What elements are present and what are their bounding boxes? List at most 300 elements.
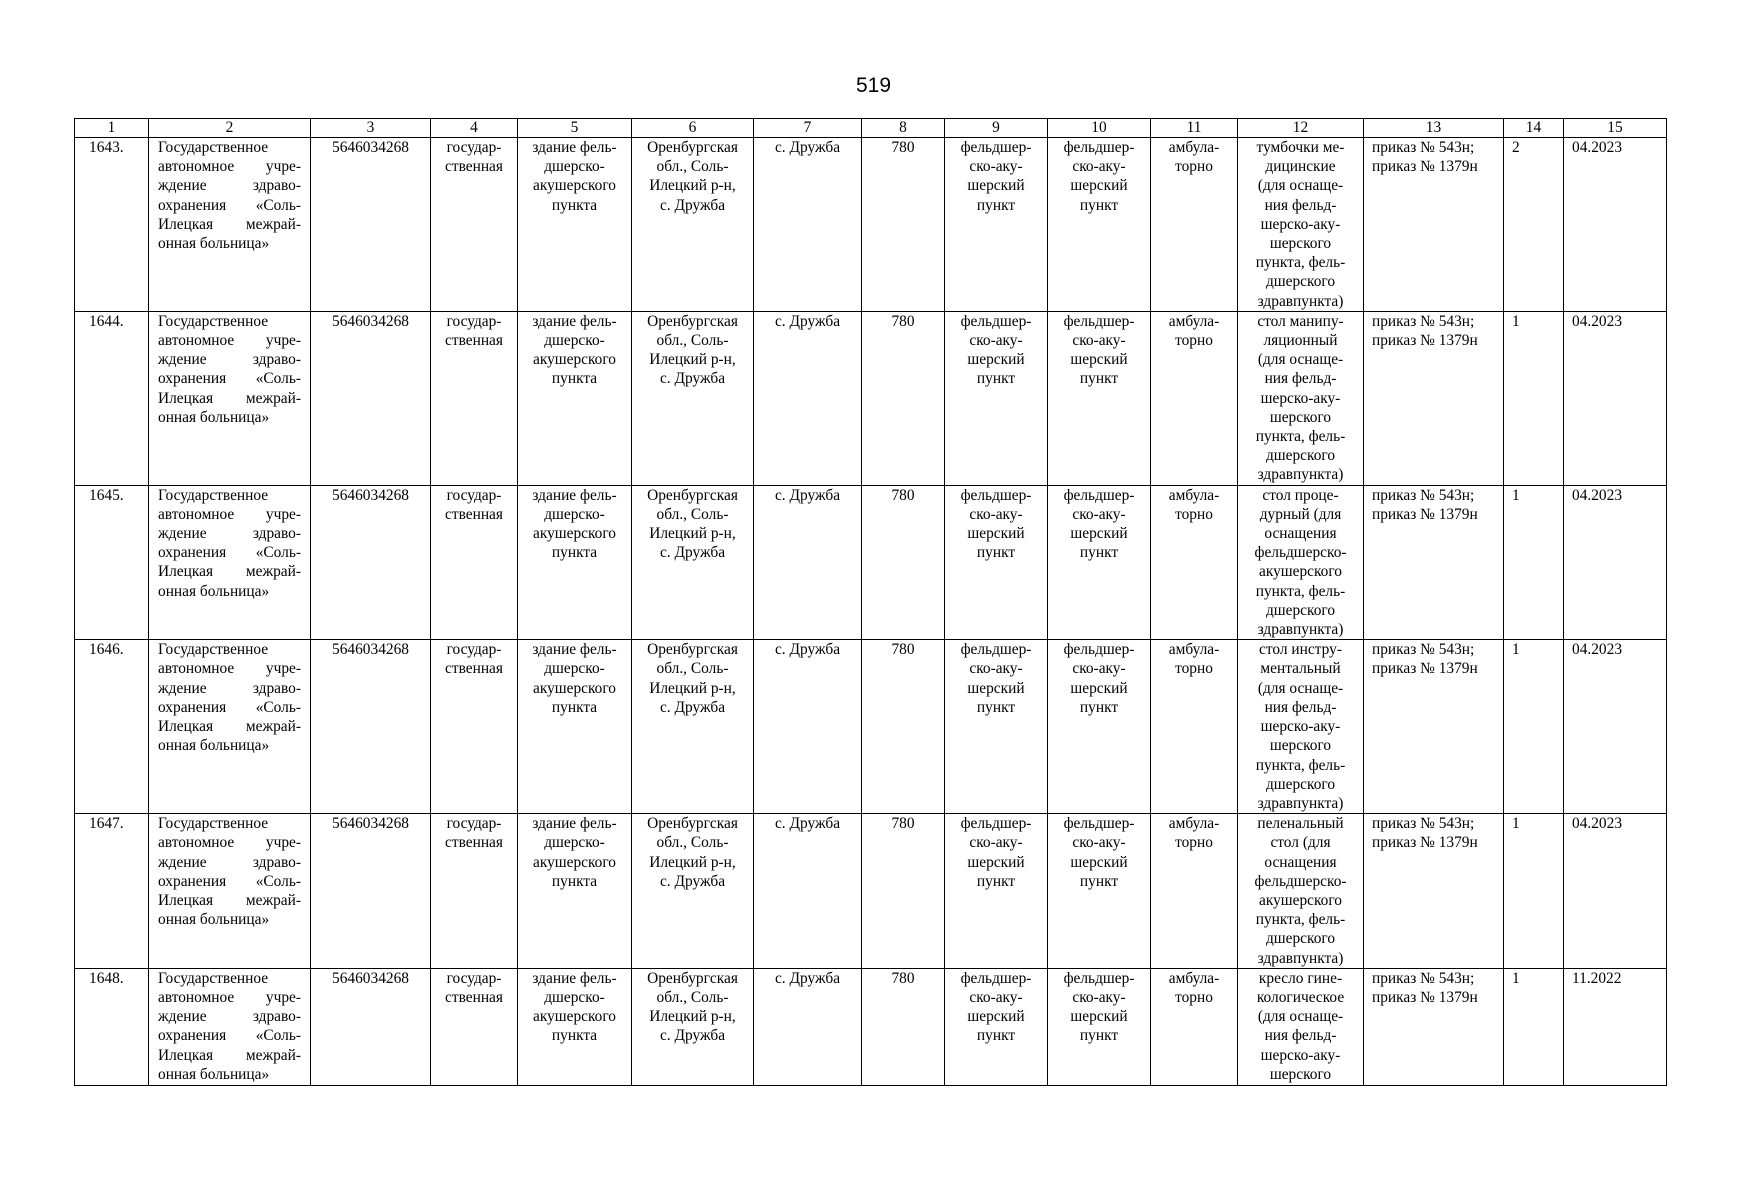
cell-line: здание фель- [532,969,617,987]
cell-line: шерский [1070,351,1128,369]
cell-text: 1 [1512,641,1520,659]
cell-line: ния фельд- [1264,1027,1337,1045]
cell-line: государ- [446,969,502,987]
cell-text: 1648. [89,969,124,987]
cell-text: с. Дружба [774,312,841,330]
cell-line: фельдшер- [1063,641,1135,659]
cell-line: шерский [967,177,1025,195]
cell-line: дшерско- [544,158,605,176]
locality-cell [754,968,862,1085]
cell-line: амбула- [1168,139,1220,156]
cell-line: фельдшер- [1063,486,1135,504]
cell-line: Оренбургская [647,312,738,330]
cell-line: (для оснаще- [1257,351,1344,369]
cell-line: дшерско- [544,332,605,350]
unit-type-cell [945,485,1048,640]
cell-line: фельдшер- [1063,312,1135,330]
cell-line: пункта [551,370,598,388]
cell-line: ственная [445,158,503,176]
cell-line: Илецкая межрай- [158,718,301,736]
cell-line: торно [1175,332,1213,350]
cell-text: 1 [1512,969,1520,987]
cell-line: амбула- [1168,969,1220,987]
unit-name-cell [1048,485,1151,640]
inn-cell [311,311,431,485]
cell-line: здание фель- [532,139,617,156]
cell-line: пункта, фель- [1255,756,1346,774]
column-number: 8 [862,119,945,138]
equipment-cell [1238,814,1364,969]
cell-line: с. Дружба [659,1027,726,1045]
row-number-cell [75,640,149,814]
cell-line: дшерско- [544,834,605,852]
cell-line: онная больница» [158,1065,270,1083]
row-number-cell [75,968,149,1085]
cell-line: Илецкий р-н, [649,853,736,871]
cell-line: онная больница» [158,582,270,600]
cell-line: пункт [1079,370,1119,388]
building-cell [518,138,632,312]
care-form-cell [1151,311,1238,485]
organization-cell [149,485,311,640]
cell-line: ляционный [1263,332,1338,350]
cell-line: ждение здраво- [158,1008,301,1026]
cell-line: пункт [1079,196,1119,214]
cell-line: фельдшерско- [1254,544,1347,562]
cell-line: онная больница» [158,235,270,253]
cell-line: фельдшер- [960,641,1032,659]
care-form-cell [1151,814,1238,969]
row-number-cell [75,485,149,640]
cell-line: Илецкая межрай- [158,389,301,407]
cell-line: акушерского [1258,563,1342,581]
cell-line: Оренбургская [647,969,738,987]
cell-line: пункт [1079,698,1119,716]
cell-line: Государственное [158,139,269,156]
code-cell [862,311,945,485]
inn-cell [311,138,431,312]
cell-line: дшерского [1265,273,1336,291]
row-number-cell [75,311,149,485]
unit-type-cell [945,311,1048,485]
row-number-cell [75,814,149,969]
column-number: 14 [1504,119,1564,138]
column-number: 11 [1151,119,1238,138]
cell-line: пункт [976,196,1016,214]
cell-line: акушерского [1258,891,1342,909]
unit-name-cell [1048,640,1151,814]
cell-line: приказ № 1379н [1372,505,1478,523]
cell-line: пункт [1079,872,1119,890]
cell-text: с. Дружба [774,641,841,659]
cell-line: Илецкая межрай- [158,215,301,233]
equipment-cell [1238,138,1364,312]
cell-line: ско-аку- [1072,988,1126,1006]
cell-line: с. Дружба [659,544,726,562]
ownership-cell [431,814,518,969]
building-cell [518,814,632,969]
cell-line: кологическое [1256,988,1345,1006]
quantity-cell [1504,640,1564,814]
unit-name-cell [1048,138,1151,312]
cell-text: 780 [891,641,915,659]
organization-cell [149,968,311,1085]
unit-type-cell [945,814,1048,969]
cell-line: амбула- [1168,312,1220,330]
column-number: 10 [1048,119,1151,138]
cell-line: оснащения [1264,853,1337,871]
cell-line: кресло гине- [1258,969,1343,987]
cell-line: (для оснаще- [1257,1008,1344,1026]
cell-line: Государственное [158,486,269,504]
cell-line: акушерского [532,177,616,195]
page-number: 519 [855,74,892,97]
equipment-cell [1238,485,1364,640]
ownership-cell [431,968,518,1085]
regulation-cell [1364,138,1504,312]
cell-line: ственная [445,988,503,1006]
cell-line: дшерско- [544,988,605,1006]
cell-line: акушерского [532,525,616,543]
equipment-cell [1238,968,1364,1085]
cell-line: онная больница» [158,408,270,426]
cell-line: приказ № 543н; [1372,641,1475,659]
cell-line: государ- [446,486,502,504]
locality-cell [754,485,862,640]
inn-cell [311,640,431,814]
cell-line: дшерского [1265,930,1336,948]
cell-line: ско-аку- [969,988,1023,1006]
cell-line: приказ № 1379н [1372,988,1478,1006]
registry-table [74,118,1667,1086]
cell-line: ния фельд- [1264,698,1337,716]
cell-line: дшерского [1265,447,1336,465]
cell-line: онная больница» [158,737,270,755]
ownership-cell [431,485,518,640]
cell-text: 1 [1512,815,1520,833]
cell-line: пункт [1079,1027,1119,1045]
care-form-cell [1151,640,1238,814]
cell-line: ственная [445,660,503,678]
cell-line: здравпункта) [1257,466,1344,484]
building-cell [518,968,632,1085]
cell-line: приказ № 1379н [1372,834,1478,852]
cell-line: шерско-аку- [1260,718,1341,736]
cell-line: фельдшер- [960,969,1032,987]
cell-line: обл., Соль- [656,332,729,350]
table-row [75,814,1667,969]
cell-line: оснащения [1264,525,1337,543]
cell-line: тумбочки ме- [1256,139,1345,156]
column-number-row [75,119,1667,138]
column-number: 1 [75,119,149,138]
building-cell [518,485,632,640]
cell-line: шерский [1070,177,1128,195]
care-form-cell [1151,485,1238,640]
cell-line: Илецкий р-н, [649,525,736,543]
date-cell [1564,138,1667,312]
code-cell [862,968,945,1085]
cell-line: обл., Соль- [656,834,729,852]
column-number: 7 [754,119,862,138]
cell-line: стол инстру- [1259,641,1342,659]
column-number: 12 [1238,119,1364,138]
cell-line: пункт [1079,544,1119,562]
cell-text: 04.2023 [1572,641,1623,659]
inn-cell [311,814,431,969]
cell-line: фельдшер- [1063,139,1135,156]
date-cell [1564,968,1667,1085]
cell-line: амбула- [1168,486,1220,504]
cell-line: фельдшерско- [1254,872,1347,890]
regulation-cell [1364,814,1504,969]
cell-line: охранения «Соль- [158,1027,301,1045]
cell-line: пункт [976,872,1016,890]
cell-line: акушерского [532,679,616,697]
cell-text: 04.2023 [1572,815,1623,833]
cell-line: Оренбургская [647,815,738,833]
cell-line: онная больница» [158,911,270,929]
cell-line: пункта, фель- [1255,911,1346,929]
cell-line: торно [1175,158,1213,176]
cell-line: обл., Соль- [656,505,729,523]
cell-line: с. Дружба [659,872,726,890]
cell-line: шерский [967,351,1025,369]
quantity-cell [1504,485,1564,640]
organization-cell [149,814,311,969]
column-number: 5 [518,119,632,138]
column-number: 13 [1364,119,1504,138]
cell-line: амбула- [1168,641,1220,659]
locality-cell [754,640,862,814]
cell-line: пункта, фель- [1255,428,1346,446]
cell-line: Илецкая межрай- [158,1046,301,1064]
cell-line: пункта [551,698,598,716]
column-number: 9 [945,119,1048,138]
date-cell [1564,311,1667,485]
cell-line: Илецкий р-н, [649,679,736,697]
cell-line: ско-аку- [969,834,1023,852]
cell-text: 1644. [89,312,124,330]
date-cell [1564,485,1667,640]
cell-text: 1643. [89,139,124,156]
cell-line: приказ № 1379н [1372,158,1478,176]
cell-line: государ- [446,312,502,330]
cell-line: Илецкий р-н, [649,1008,736,1026]
equipment-cell [1238,640,1364,814]
cell-line: шерско-аку- [1260,215,1341,233]
unit-name-cell [1048,968,1151,1085]
cell-line: приказ № 543н; [1372,312,1475,330]
cell-line: фельдшер- [1063,815,1135,833]
quantity-cell [1504,814,1564,969]
cell-line: шерско-аку- [1260,389,1341,407]
cell-line: пункт [976,698,1016,716]
code-cell [862,640,945,814]
cell-line: приказ № 543н; [1372,486,1475,504]
date-cell [1564,640,1667,814]
cell-line: здание фель- [532,641,617,659]
cell-line: шерского [1269,408,1332,426]
cell-line: дицинские [1265,158,1336,176]
cell-line: амбула- [1168,815,1220,833]
cell-line: торно [1175,505,1213,523]
cell-line: акушерского [532,351,616,369]
cell-text: 5646034268 [332,139,409,156]
cell-line: обл., Соль- [656,158,729,176]
cell-line: приказ № 543н; [1372,139,1475,156]
cell-line: ментальный [1260,660,1341,678]
cell-line: приказ № 543н; [1372,815,1475,833]
table-row [75,138,1667,312]
cell-line: Государственное [158,641,269,659]
table-row [75,640,1667,814]
column-number: 6 [632,119,754,138]
organization-cell [149,640,311,814]
cell-line: Государственное [158,312,269,330]
cell-line: охранения «Соль- [158,698,301,716]
cell-line: стол проце- [1262,486,1339,504]
cell-line: шерского [1269,737,1332,755]
cell-line: охранения «Соль- [158,196,301,214]
cell-line: шерского [1269,235,1332,253]
cell-line: шерский [967,679,1025,697]
cell-text: с. Дружба [774,486,841,504]
cell-line: (для оснаще- [1257,679,1344,697]
row-number-cell [75,138,149,312]
cell-line: ждение здраво- [158,679,301,697]
ownership-cell [431,640,518,814]
cell-line: ско-аку- [969,505,1023,523]
cell-line: Государственное [158,969,269,987]
cell-text: 04.2023 [1572,486,1623,504]
cell-text: 780 [891,486,915,504]
cell-line: с. Дружба [659,196,726,214]
cell-line: ждение здраво- [158,351,301,369]
cell-line: автономное учре- [158,988,301,1006]
quantity-cell [1504,311,1564,485]
cell-line: ско-аку- [969,660,1023,678]
cell-line: автономное учре- [158,660,301,678]
locality-cell [754,311,862,485]
cell-text: 780 [891,312,915,330]
date-cell [1564,814,1667,969]
cell-line: приказ № 1379н [1372,660,1478,678]
cell-text: с. Дружба [774,139,841,156]
cell-line: обл., Соль- [656,988,729,1006]
cell-line: пункта, фель- [1255,582,1346,600]
cell-line: здание фель- [532,486,617,504]
cell-line: ния фельд- [1264,196,1337,214]
cell-line: ско-аку- [969,332,1023,350]
cell-line: ственная [445,332,503,350]
cell-line: стол (для [1270,834,1331,852]
cell-line: Оренбургская [647,641,738,659]
cell-text: с. Дружба [774,815,841,833]
inn-cell [311,485,431,640]
cell-line: здравпункта) [1257,794,1344,812]
table-row [75,485,1667,640]
unit-name-cell [1048,814,1151,969]
cell-line: шерский [967,1008,1025,1026]
cell-line: дурный (для [1259,505,1342,523]
cell-line: фельдшер- [960,139,1032,156]
cell-line: пункт [976,544,1016,562]
cell-line: (для оснаще- [1257,177,1344,195]
care-form-cell [1151,968,1238,1085]
cell-line: ственная [445,505,503,523]
cell-line: ждение здраво- [158,853,301,871]
cell-text: 2 [1512,139,1520,156]
cell-line: обл., Соль- [656,660,729,678]
cell-line: стол манипу- [1257,312,1344,330]
cell-line: Илецкий р-н, [649,177,736,195]
cell-line: пункта [551,1027,598,1045]
cell-text: 5646034268 [332,486,409,504]
cell-line: Илецкая межрай- [158,891,301,909]
cell-line: автономное учре- [158,505,301,523]
cell-line: охранения «Соль- [158,544,301,562]
column-number: 4 [431,119,518,138]
address-cell [632,485,754,640]
cell-line: Оренбургская [647,139,738,156]
equipment-cell [1238,311,1364,485]
cell-line: ско-аку- [1072,158,1126,176]
locality-cell [754,814,862,969]
cell-line: торно [1175,988,1213,1006]
cell-line: дшерско- [544,660,605,678]
address-cell [632,968,754,1085]
cell-text: 1 [1512,486,1520,504]
cell-line: торно [1175,834,1213,852]
cell-line: с. Дружба [659,698,726,716]
cell-line: пункта [551,872,598,890]
cell-line: автономное учре- [158,834,301,852]
cell-line: государ- [446,139,502,156]
cell-line: пункт [976,370,1016,388]
table-row [75,968,1667,1085]
cell-line: фельдшер- [960,312,1032,330]
cell-line: торно [1175,660,1213,678]
cell-text: 5646034268 [332,969,409,987]
cell-line: Оренбургская [647,486,738,504]
cell-text: 11.2022 [1572,969,1622,987]
table-row [75,311,1667,485]
quantity-cell [1504,968,1564,1085]
regulation-cell [1364,968,1504,1085]
cell-text: 04.2023 [1572,139,1623,156]
cell-line: автономное учре- [158,158,301,176]
cell-line: ско-аку- [1072,660,1126,678]
address-cell [632,138,754,312]
cell-line: государ- [446,815,502,833]
cell-text: 780 [891,139,915,156]
cell-text: 780 [891,815,915,833]
cell-line: автономное учре- [158,332,301,350]
cell-text: 5646034268 [332,815,409,833]
cell-line: ско-аку- [1072,332,1126,350]
cell-line: шерский [1070,1008,1128,1026]
care-form-cell [1151,138,1238,312]
code-cell [862,138,945,312]
inn-cell [311,968,431,1085]
cell-line: дшерско- [544,505,605,523]
cell-line: шерско-аку- [1260,1046,1341,1064]
ownership-cell [431,311,518,485]
building-cell [518,640,632,814]
cell-line: здание фель- [532,312,617,330]
cell-line: пункт [976,1027,1016,1045]
